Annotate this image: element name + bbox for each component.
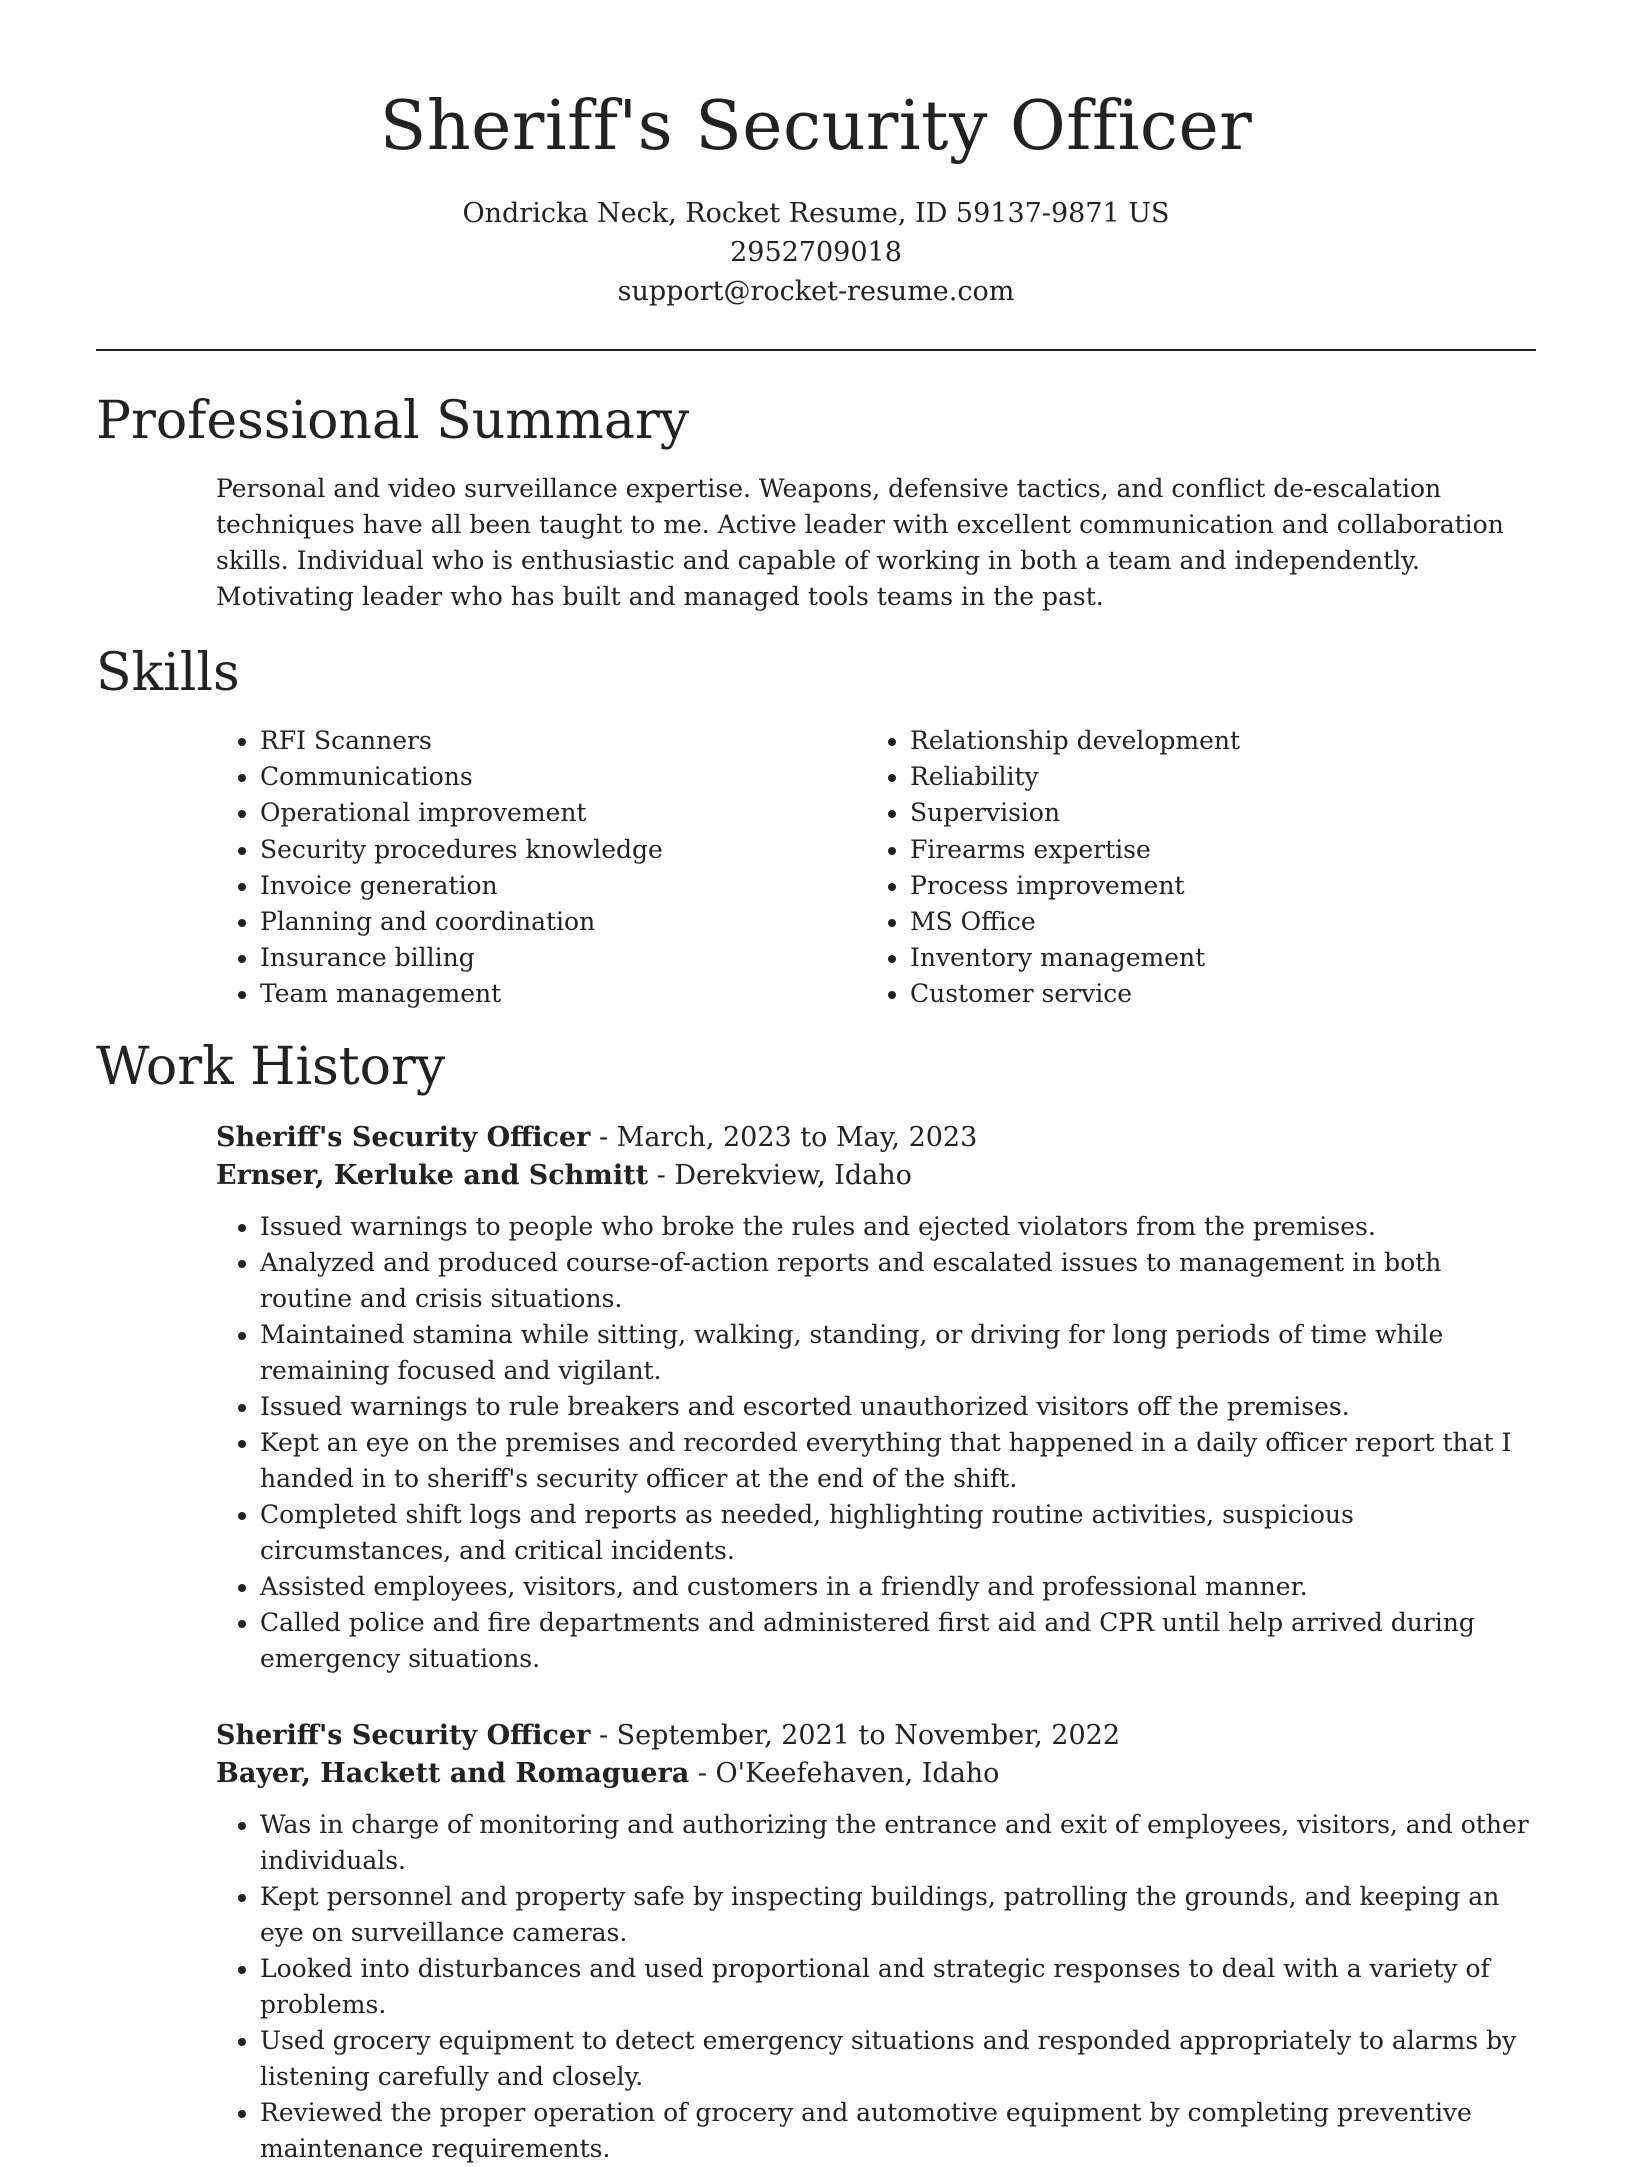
- resume-page: [96, 0, 1536, 2167]
- job-bullets: [216, 1807, 1536, 2167]
- resume-header: [96, 0, 1536, 311]
- job-bullet: • Analyzed and produced course-of-action reports and escalated issues to management in both routine and crisis situations.: [260, 1245, 1536, 1317]
- job-bullet: • Kept personnel and property safe by inspecting buildings, patrolling the grounds, and keeping an eye on surveillance cameras.: [260, 1879, 1536, 1951]
- job-entry: [216, 1717, 1536, 2167]
- job-bullet: • Maintained stamina while sitting, walking, standing, or driving for long periods of time while remaining focused and vigilant.: [260, 1317, 1536, 1389]
- job-location: - Derekview, Idaho: [648, 1159, 912, 1191]
- skills-column-left: [216, 723, 866, 1013]
- job-title-line: [216, 1717, 1536, 1755]
- job-entry: [216, 1119, 1536, 1677]
- job-company-line: [216, 1157, 1536, 1195]
- job-bullet: • Used grocery equipment to detect emergency situations and responded appropriately to alarms by listening carefully and closely.: [260, 2023, 1536, 2095]
- job-bullet: • Issued warnings to people who broke the rules and ejected violators from the premises.: [260, 1209, 1536, 1245]
- skills-heading: Skills: [96, 643, 240, 703]
- skill-item: • Process improvement: [910, 868, 1516, 904]
- job-bullet: • Called police and fire departments and administered first aid and CPR until help arrived during emergency situations.: [260, 1605, 1536, 1677]
- skills-list: [216, 723, 1536, 1013]
- job-company-line: [216, 1755, 1536, 1793]
- job-bullet: • Kept an eye on the premises and recorded everything that happened in a daily officer report that I handed in to sheriff's security officer at the end of the shift.: [260, 1425, 1536, 1497]
- skill-item: • Security procedures knowledge: [260, 832, 866, 868]
- job-bullet: • Reviewed the proper operation of grocery and automotive equipment by completing preventive maintenance requirements.: [260, 2095, 1536, 2167]
- email: support@rocket-resume.com: [617, 276, 1015, 307]
- skill-item: • Reliability: [910, 759, 1516, 795]
- skill-item: • MS Office: [910, 904, 1516, 940]
- job-role: Sheriff's Security Officer: [216, 1719, 591, 1751]
- job-bullet: • Issued warnings to rule breakers and escorted unauthorized visitors off the premises.: [260, 1389, 1536, 1425]
- job-role: Sheriff's Security Officer: [216, 1121, 591, 1153]
- job-company: Bayer, Hackett and Romaguera: [216, 1757, 690, 1789]
- job-dates: - March, 2023 to May, 2023: [590, 1121, 978, 1153]
- phone: 2952709018: [730, 237, 902, 268]
- work-history-heading: Work History: [96, 1036, 446, 1097]
- job-dates: - September, 2021 to November, 2022: [590, 1719, 1121, 1751]
- job-bullet: • Assisted employees, visitors, and customers in a friendly and professional manner.: [260, 1569, 1536, 1605]
- job-bullets: [216, 1209, 1536, 1677]
- skill-item: • Team management: [260, 976, 866, 1012]
- skill-item: • Supervision: [910, 795, 1516, 831]
- skill-item: • Inventory management: [910, 940, 1516, 976]
- skill-item: • Firearms expertise: [910, 832, 1516, 868]
- skill-item: • Relationship development: [910, 723, 1516, 759]
- job-company: Ernser, Kerluke and Schmitt: [216, 1159, 649, 1191]
- skill-item: • RFI Scanners: [260, 723, 866, 759]
- contact-info: [96, 194, 1536, 311]
- job-bullet: • Was in charge of monitoring and authorizing the entrance and exit of employees, visitors, and other individuals.: [260, 1807, 1536, 1879]
- job-title-line: [216, 1119, 1536, 1157]
- job-bullet: • Completed shift logs and reports as needed, highlighting routine activities, suspicious circumstances, and critical incidents.: [260, 1497, 1536, 1569]
- skill-item: • Insurance billing: [260, 940, 866, 976]
- skill-item: • Operational improvement: [260, 795, 866, 831]
- candidate-name: Sheriff's Security Officer: [379, 87, 1253, 166]
- skill-item: • Planning and coordination: [260, 904, 866, 940]
- skill-item: • Customer service: [910, 976, 1516, 1012]
- job-location: - O'Keefehaven, Idaho: [689, 1757, 1000, 1789]
- summary-text: Personal and video surveillance expertise. Weapons, defensive tactics, and conflict de-escalation techniques have all been taught to me. Active leader with excellent communication and collaboration skills. Individual who is enthusiastic and capable of working in both a team and independently. Motivating leader who has built and managed tools teams in the past.: [216, 474, 1504, 611]
- job-bullet: • Looked into disturbances and used proportional and strategic responses to deal with a variety of problems.: [260, 1951, 1536, 2023]
- skills-column-right: [866, 723, 1516, 1013]
- summary-heading: Professional Summary: [96, 391, 690, 451]
- header-divider: [96, 349, 1536, 351]
- skill-item: • Invoice generation: [260, 868, 866, 904]
- address: Ondricka Neck, Rocket Resume, ID 59137-9871 US: [462, 198, 1170, 229]
- skill-item: • Communications: [260, 759, 866, 795]
